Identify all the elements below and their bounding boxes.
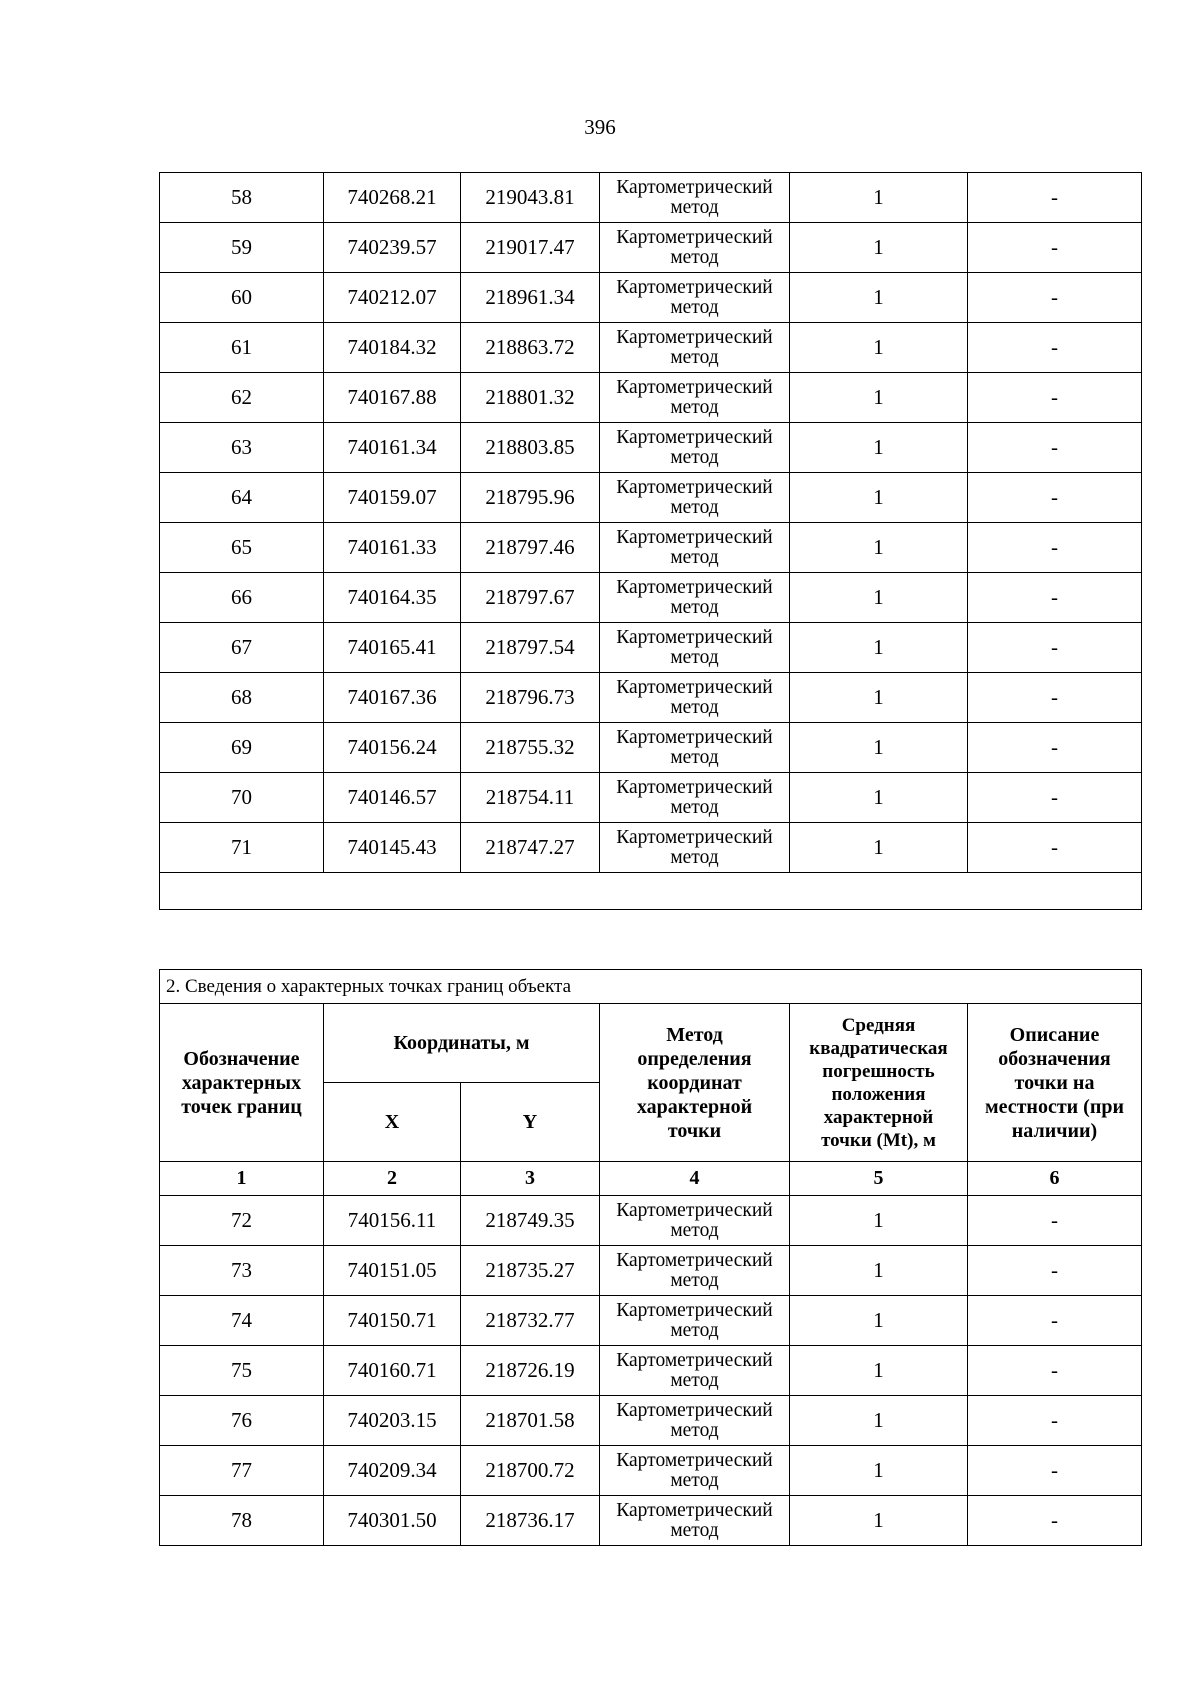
point-number: 66 — [160, 573, 324, 623]
coord-y: 218700.72 — [461, 1446, 600, 1496]
method-text: Картометрический — [616, 1199, 773, 1221]
header-text: Описание — [1009, 1023, 1100, 1046]
description: - — [968, 1296, 1142, 1346]
point-number: 70 — [160, 773, 324, 823]
method-text: Картометрический — [616, 1349, 773, 1371]
header-text: местности (при — [984, 1095, 1125, 1118]
coord-y: 218961.34 — [461, 273, 600, 323]
method-text: метод — [670, 1319, 719, 1341]
method-text: метод — [670, 596, 719, 618]
header-text: квадратическая — [809, 1037, 948, 1059]
coord-y: 218797.46 — [461, 523, 600, 573]
column-number: 1 — [160, 1162, 324, 1196]
method-cell — [600, 423, 790, 473]
method-text: метод — [670, 1419, 719, 1441]
header-designation — [160, 1004, 324, 1162]
method-text: метод — [670, 646, 719, 668]
point-number: 64 — [160, 473, 324, 523]
coord-y: 218755.32 — [461, 723, 600, 773]
method-cell — [600, 1296, 790, 1346]
description: - — [968, 473, 1142, 523]
coord-y: 218726.19 — [461, 1346, 600, 1396]
table-row — [160, 423, 1142, 473]
method-text: Картометрический — [616, 726, 773, 748]
coord-y: 218754.11 — [461, 773, 600, 823]
coord-x: 740145.43 — [324, 823, 461, 873]
description: - — [968, 1446, 1142, 1496]
coord-x: 740156.11 — [324, 1196, 461, 1246]
error-value: 1 — [790, 673, 968, 723]
coord-x: 740212.07 — [324, 273, 461, 323]
method-text: Картометрический — [616, 476, 773, 498]
description: - — [968, 1196, 1142, 1246]
method-text: метод — [670, 546, 719, 568]
method-cell — [600, 573, 790, 623]
coord-x: 740146.57 — [324, 773, 461, 823]
table-row — [160, 723, 1142, 773]
point-number: 65 — [160, 523, 324, 573]
method-text: метод — [670, 446, 719, 468]
method-text: Картометрический — [616, 626, 773, 648]
point-number: 69 — [160, 723, 324, 773]
boundary-points-table — [159, 969, 1142, 1546]
table-body — [160, 173, 1142, 910]
method-text: метод — [670, 796, 719, 818]
error-value: 1 — [790, 1196, 968, 1246]
method-text: Картометрический — [616, 276, 773, 298]
page-number: 396 — [584, 115, 616, 139]
coord-y: 218736.17 — [461, 1496, 600, 1546]
method-text: Картометрический — [616, 776, 773, 798]
header-method — [600, 1004, 790, 1162]
header-text: Обозначение — [183, 1047, 300, 1070]
header-text: погрешность — [822, 1060, 935, 1082]
table-row — [160, 1396, 1142, 1446]
coord-x: 740161.33 — [324, 523, 461, 573]
method-cell — [600, 823, 790, 873]
method-text: Картометрический — [616, 1449, 773, 1471]
method-text: Картометрический — [616, 226, 773, 248]
method-text: метод — [670, 346, 719, 368]
table-row — [160, 323, 1142, 373]
method-cell — [600, 273, 790, 323]
table-row — [160, 1446, 1142, 1496]
coord-y: 218803.85 — [461, 423, 600, 473]
table-row — [160, 473, 1142, 523]
description: - — [968, 173, 1142, 223]
method-cell — [600, 373, 790, 423]
method-cell — [600, 323, 790, 373]
error-value: 1 — [790, 723, 968, 773]
header-text: Метод — [666, 1023, 723, 1046]
point-number: 75 — [160, 1346, 324, 1396]
table-row — [160, 823, 1142, 873]
point-number: 59 — [160, 223, 324, 273]
method-text: Картометрический — [616, 526, 773, 548]
error-value: 1 — [790, 173, 968, 223]
method-text: метод — [670, 296, 719, 318]
header-text: обозначения — [998, 1047, 1111, 1070]
header-text: характерных — [181, 1071, 302, 1094]
method-cell — [600, 1396, 790, 1446]
error-value: 1 — [790, 623, 968, 673]
point-number: 74 — [160, 1296, 324, 1346]
method-text: метод — [670, 696, 719, 718]
method-text: метод — [670, 396, 719, 418]
method-text: метод — [670, 746, 719, 768]
header-text: характерной — [823, 1106, 934, 1128]
point-number: 62 — [160, 373, 324, 423]
coord-y: 218701.58 — [461, 1396, 600, 1446]
coord-x: 740209.34 — [324, 1446, 461, 1496]
header-text: точки — [667, 1119, 722, 1142]
point-number: 73 — [160, 1246, 324, 1296]
method-text: метод — [670, 246, 719, 268]
method-text: Картометрический — [616, 1399, 773, 1421]
description: - — [968, 673, 1142, 723]
header-text: определения — [637, 1047, 752, 1070]
description: - — [968, 273, 1142, 323]
header-coordinates: Координаты, м — [324, 1004, 600, 1083]
method-text: метод — [670, 1519, 719, 1541]
coord-x: 740164.35 — [324, 573, 461, 623]
column-number: 3 — [461, 1162, 600, 1196]
header-text: точки (Mt), м — [821, 1129, 936, 1151]
description: - — [968, 423, 1142, 473]
table-row — [160, 1296, 1142, 1346]
method-text: метод — [670, 846, 719, 868]
header-text: Средняя — [841, 1014, 916, 1036]
coord-y: 218796.73 — [461, 673, 600, 723]
description: - — [968, 823, 1142, 873]
description: - — [968, 723, 1142, 773]
error-value: 1 — [790, 1496, 968, 1546]
description: - — [968, 1496, 1142, 1546]
point-number: 76 — [160, 1396, 324, 1446]
header-text: точки на — [1014, 1071, 1095, 1094]
method-cell — [600, 773, 790, 823]
method-text: Картометрический — [616, 1499, 773, 1521]
error-value: 1 — [790, 523, 968, 573]
table-row — [160, 273, 1142, 323]
method-text: Картометрический — [616, 426, 773, 448]
table-row — [160, 523, 1142, 573]
coord-y: 218797.67 — [461, 573, 600, 623]
method-text: метод — [670, 1469, 719, 1491]
empty-cell — [160, 873, 1142, 910]
coord-x: 740161.34 — [324, 423, 461, 473]
method-cell — [600, 723, 790, 773]
error-value: 1 — [790, 1396, 968, 1446]
header-text: наличии) — [1011, 1119, 1098, 1142]
method-cell — [600, 673, 790, 723]
point-number: 61 — [160, 323, 324, 373]
method-text: Картометрический — [616, 676, 773, 698]
point-number: 77 — [160, 1446, 324, 1496]
table-row — [160, 623, 1142, 673]
error-value: 1 — [790, 373, 968, 423]
error-value: 1 — [790, 1246, 968, 1296]
method-cell — [600, 1246, 790, 1296]
point-number: 58 — [160, 173, 324, 223]
coord-y: 218749.35 — [461, 1196, 600, 1246]
table-row — [160, 1196, 1142, 1246]
coord-x: 740184.32 — [324, 323, 461, 373]
point-number: 60 — [160, 273, 324, 323]
method-cell — [600, 1346, 790, 1396]
coord-x: 740159.07 — [324, 473, 461, 523]
description: - — [968, 573, 1142, 623]
header-y: Y — [461, 1083, 600, 1162]
column-number: 6 — [968, 1162, 1142, 1196]
section-title: 2. Сведения о характерных точках границ объекта — [160, 970, 1142, 1004]
coord-y: 218863.72 — [461, 323, 600, 373]
empty-row — [160, 873, 1142, 910]
description: - — [968, 1346, 1142, 1396]
method-text: Картометрический — [616, 376, 773, 398]
coord-y: 218735.27 — [461, 1246, 600, 1296]
coord-x: 740167.88 — [324, 373, 461, 423]
point-number: 72 — [160, 1196, 324, 1246]
coord-x: 740156.24 — [324, 723, 461, 773]
description: - — [968, 323, 1142, 373]
header-text: точек границ — [181, 1095, 302, 1118]
table-row — [160, 573, 1142, 623]
description: - — [968, 373, 1142, 423]
header-text: положения — [831, 1083, 926, 1105]
error-value: 1 — [790, 273, 968, 323]
point-number: 68 — [160, 673, 324, 723]
method-text: метод — [670, 196, 719, 218]
method-text: метод — [670, 496, 719, 518]
coord-x: 740151.05 — [324, 1246, 461, 1296]
table-row — [160, 1346, 1142, 1396]
point-number: 71 — [160, 823, 324, 873]
table-row — [160, 1246, 1142, 1296]
coord-x: 740167.36 — [324, 673, 461, 723]
coord-x: 740165.41 — [324, 623, 461, 673]
table-row — [160, 673, 1142, 723]
coord-y: 218797.54 — [461, 623, 600, 673]
coord-y: 219043.81 — [461, 173, 600, 223]
column-number: 4 — [600, 1162, 790, 1196]
method-cell — [600, 623, 790, 673]
description: - — [968, 523, 1142, 573]
method-text: метод — [670, 1269, 719, 1291]
header-text: координат — [647, 1071, 742, 1094]
method-cell — [600, 173, 790, 223]
column-number: 2 — [324, 1162, 461, 1196]
error-value: 1 — [790, 473, 968, 523]
error-value: 1 — [790, 823, 968, 873]
description: - — [968, 773, 1142, 823]
method-cell — [600, 523, 790, 573]
method-cell — [600, 1446, 790, 1496]
header-error — [790, 1004, 968, 1162]
error-value: 1 — [790, 573, 968, 623]
coord-y: 218795.96 — [461, 473, 600, 523]
coord-x: 740268.21 — [324, 173, 461, 223]
point-number: 67 — [160, 623, 324, 673]
header-x: X — [324, 1083, 461, 1162]
coordinates-table-continued — [159, 172, 1142, 910]
method-cell — [600, 1196, 790, 1246]
description: - — [968, 623, 1142, 673]
method-text: Картометрический — [616, 326, 773, 348]
header-description — [968, 1004, 1142, 1162]
table-row — [160, 773, 1142, 823]
method-text: Картометрический — [616, 826, 773, 848]
method-cell — [600, 1496, 790, 1546]
table-row — [160, 373, 1142, 423]
coord-x: 740239.57 — [324, 223, 461, 273]
error-value: 1 — [790, 1346, 968, 1396]
error-value: 1 — [790, 1446, 968, 1496]
method-text: метод — [670, 1369, 719, 1391]
description: - — [968, 1396, 1142, 1446]
point-number: 63 — [160, 423, 324, 473]
error-value: 1 — [790, 423, 968, 473]
coord-x: 740150.71 — [324, 1296, 461, 1346]
table-row — [160, 1496, 1142, 1546]
error-value: 1 — [790, 773, 968, 823]
header-text: характерной — [636, 1095, 753, 1118]
method-text: Картометрический — [616, 576, 773, 598]
description: - — [968, 223, 1142, 273]
coord-y: 218747.27 — [461, 823, 600, 873]
point-number: 78 — [160, 1496, 324, 1546]
table-row — [160, 223, 1142, 273]
method-text: метод — [670, 1219, 719, 1241]
error-value: 1 — [790, 323, 968, 373]
method-cell — [600, 223, 790, 273]
coord-y: 218801.32 — [461, 373, 600, 423]
table-row — [160, 173, 1142, 223]
coord-x: 740301.50 — [324, 1496, 461, 1546]
coord-x: 740160.71 — [324, 1346, 461, 1396]
coord-x: 740203.15 — [324, 1396, 461, 1446]
column-number: 5 — [790, 1162, 968, 1196]
error-value: 1 — [790, 1296, 968, 1346]
error-value: 1 — [790, 223, 968, 273]
description: - — [968, 1246, 1142, 1296]
method-cell — [600, 473, 790, 523]
coord-y: 219017.47 — [461, 223, 600, 273]
table-body — [160, 1196, 1142, 1546]
method-text: Картометрический — [616, 1299, 773, 1321]
method-text: Картометрический — [616, 176, 773, 198]
method-text: Картометрический — [616, 1249, 773, 1271]
coord-y: 218732.77 — [461, 1296, 600, 1346]
